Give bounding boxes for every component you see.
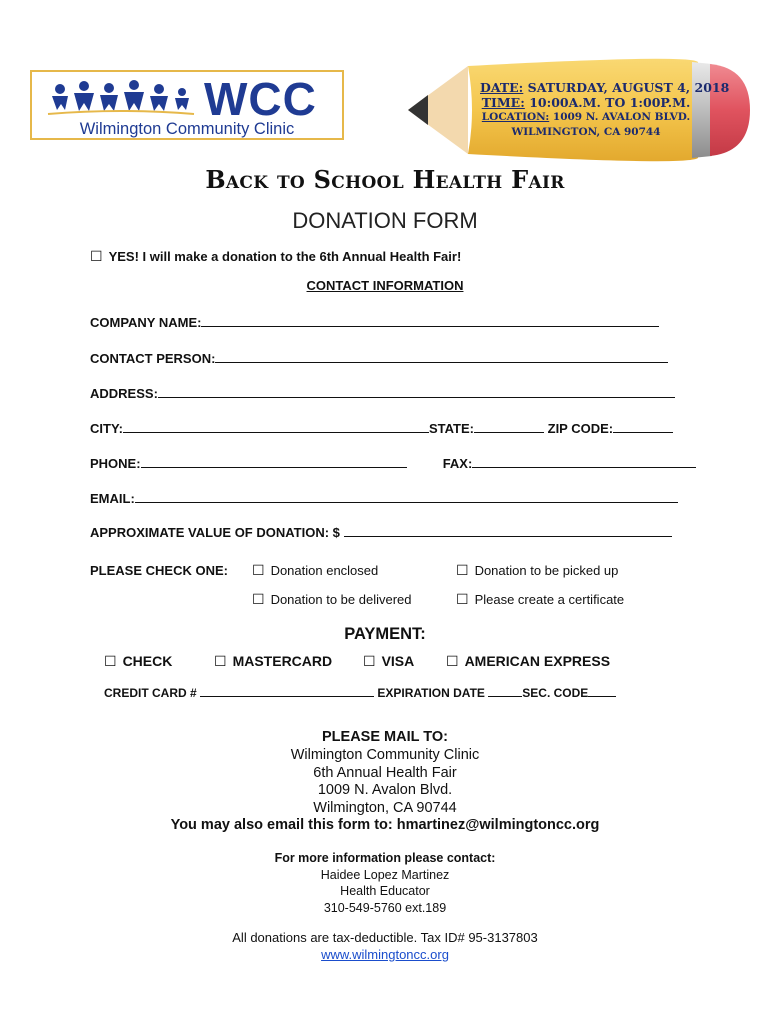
checkbox[interactable]: ☐ [214, 654, 227, 670]
checkbox[interactable]: ☐ [456, 592, 469, 608]
state-label: STATE: [428, 421, 474, 436]
fax-input[interactable] [472, 454, 696, 468]
zip-label: ZIP CODE: [547, 421, 614, 436]
credit-card-label: CREDIT CARD # [104, 686, 197, 700]
city-input[interactable] [123, 419, 429, 433]
email-input[interactable] [135, 489, 678, 503]
company-label: COMPANY NAME: [90, 315, 202, 330]
payment-amex[interactable]: ☐ AMERICAN EXPRESS [446, 653, 611, 670]
people-figures-icon [46, 80, 196, 120]
mail-heading: PLEASE MAIL TO: [322, 729, 448, 745]
logo-clinic-name: Wilmington Community Clinic [79, 120, 295, 138]
mail-line: 1009 N. Avalon Blvd. [317, 782, 453, 798]
tax-note: All donations are tax-deductible. Tax ID# 95-3137803 [232, 930, 538, 945]
option-donation-picked-up[interactable]: ☐ Donation to be picked up [456, 563, 619, 579]
info-line: 310-549-5760 ext.189 [323, 900, 447, 915]
donation-value-field [90, 523, 672, 540]
contact-person-input[interactable] [215, 349, 668, 363]
donation-value-label: APPROXIMATE VALUE OF DONATION: $ [90, 525, 340, 540]
mail-line: Wilmington, CA 90744 [313, 799, 457, 816]
option-donation-delivered[interactable]: ☐ Donation to be delivered [252, 592, 412, 608]
company-input[interactable] [201, 313, 659, 327]
option-donation-enclosed[interactable]: ☐ Donation enclosed [252, 563, 379, 579]
checkbox[interactable]: ☐ [252, 563, 265, 579]
city-state-zip-field [90, 419, 673, 436]
payment-check[interactable]: ☐ CHECK [104, 653, 173, 670]
option-create-certificate[interactable]: ☐ Please create a certificate [456, 592, 625, 608]
donation-value-input[interactable] [344, 523, 672, 537]
checkbox[interactable]: ☐ [363, 654, 376, 670]
mail-line: 6th Annual Health Fair [313, 764, 457, 781]
footer [0, 929, 770, 963]
mail-address [0, 747, 770, 835]
payment-mastercard[interactable]: ☐ MASTERCARD [214, 653, 333, 670]
form-subtitle: DONATION FORM [292, 208, 478, 233]
event-date: DATE: SATURDAY, AUGUST 4, 2018 [480, 80, 730, 95]
info-line: Health Educator [340, 884, 430, 898]
email-instruction: You may also email this form to: hmartinez@wilmingtoncc.org [170, 817, 600, 833]
event-details [480, 80, 730, 140]
address-label: ADDRESS: [90, 386, 158, 401]
phone-fax-field [90, 454, 696, 471]
zip-input[interactable] [613, 419, 673, 433]
expiration-input[interactable] [488, 683, 522, 697]
expiration-label: EXPIRATION DATE [377, 686, 485, 700]
checkbox[interactable]: ☐ [104, 654, 117, 670]
event-time: TIME: 10:00A.M. TO 1:00P.M. [481, 95, 691, 110]
pledge-row [90, 249, 461, 265]
fax-label: FAX: [442, 456, 473, 471]
mail-line: Wilmington Community Clinic [290, 747, 480, 763]
pledge-text: YES! I will make a donation to the 6th Annual Health Fair! [108, 249, 462, 264]
info-block [0, 850, 770, 916]
info-line: Haidee Lopez Martinez [320, 867, 450, 882]
event-location: LOCATION: 1009 N. AVALON BLVD. [481, 111, 691, 123]
sec-code-input[interactable] [588, 683, 616, 697]
sec-code-label: SEC. CODE [522, 686, 589, 700]
email-field [90, 489, 678, 506]
payment-heading: PAYMENT: [344, 625, 426, 643]
contact-person-field [90, 349, 668, 366]
wcc-logo [30, 70, 344, 140]
phone-label: PHONE: [90, 456, 141, 471]
page-title: Back to School Health Fair [205, 165, 565, 194]
checkbox[interactable]: ☐ [446, 654, 459, 670]
event-city: WILMINGTON, CA 90744 [511, 126, 661, 138]
address-field [90, 384, 675, 401]
check-one-label: PLEASE CHECK ONE: [90, 563, 228, 578]
state-input[interactable] [474, 419, 544, 433]
info-heading: For more information please contact: [274, 851, 496, 865]
address-input[interactable] [158, 384, 675, 398]
contact-person-label: CONTACT PERSON: [90, 351, 216, 366]
pledge-checkbox[interactable]: ☐ [90, 249, 103, 265]
checkbox[interactable]: ☐ [456, 563, 469, 579]
logo-wordmark: WCC [204, 73, 317, 125]
city-label: CITY: [90, 421, 123, 436]
email-label: EMAIL: [90, 491, 135, 506]
company-field [90, 313, 659, 330]
payment-visa[interactable]: ☐ VISA [363, 653, 415, 670]
credit-card-row [104, 683, 616, 700]
contact-heading: CONTACT INFORMATION [306, 278, 464, 293]
credit-card-input[interactable] [200, 683, 374, 697]
phone-input[interactable] [141, 454, 407, 468]
website-link[interactable]: www.wilmingtoncc.org [321, 947, 449, 962]
checkbox[interactable]: ☐ [252, 592, 265, 608]
